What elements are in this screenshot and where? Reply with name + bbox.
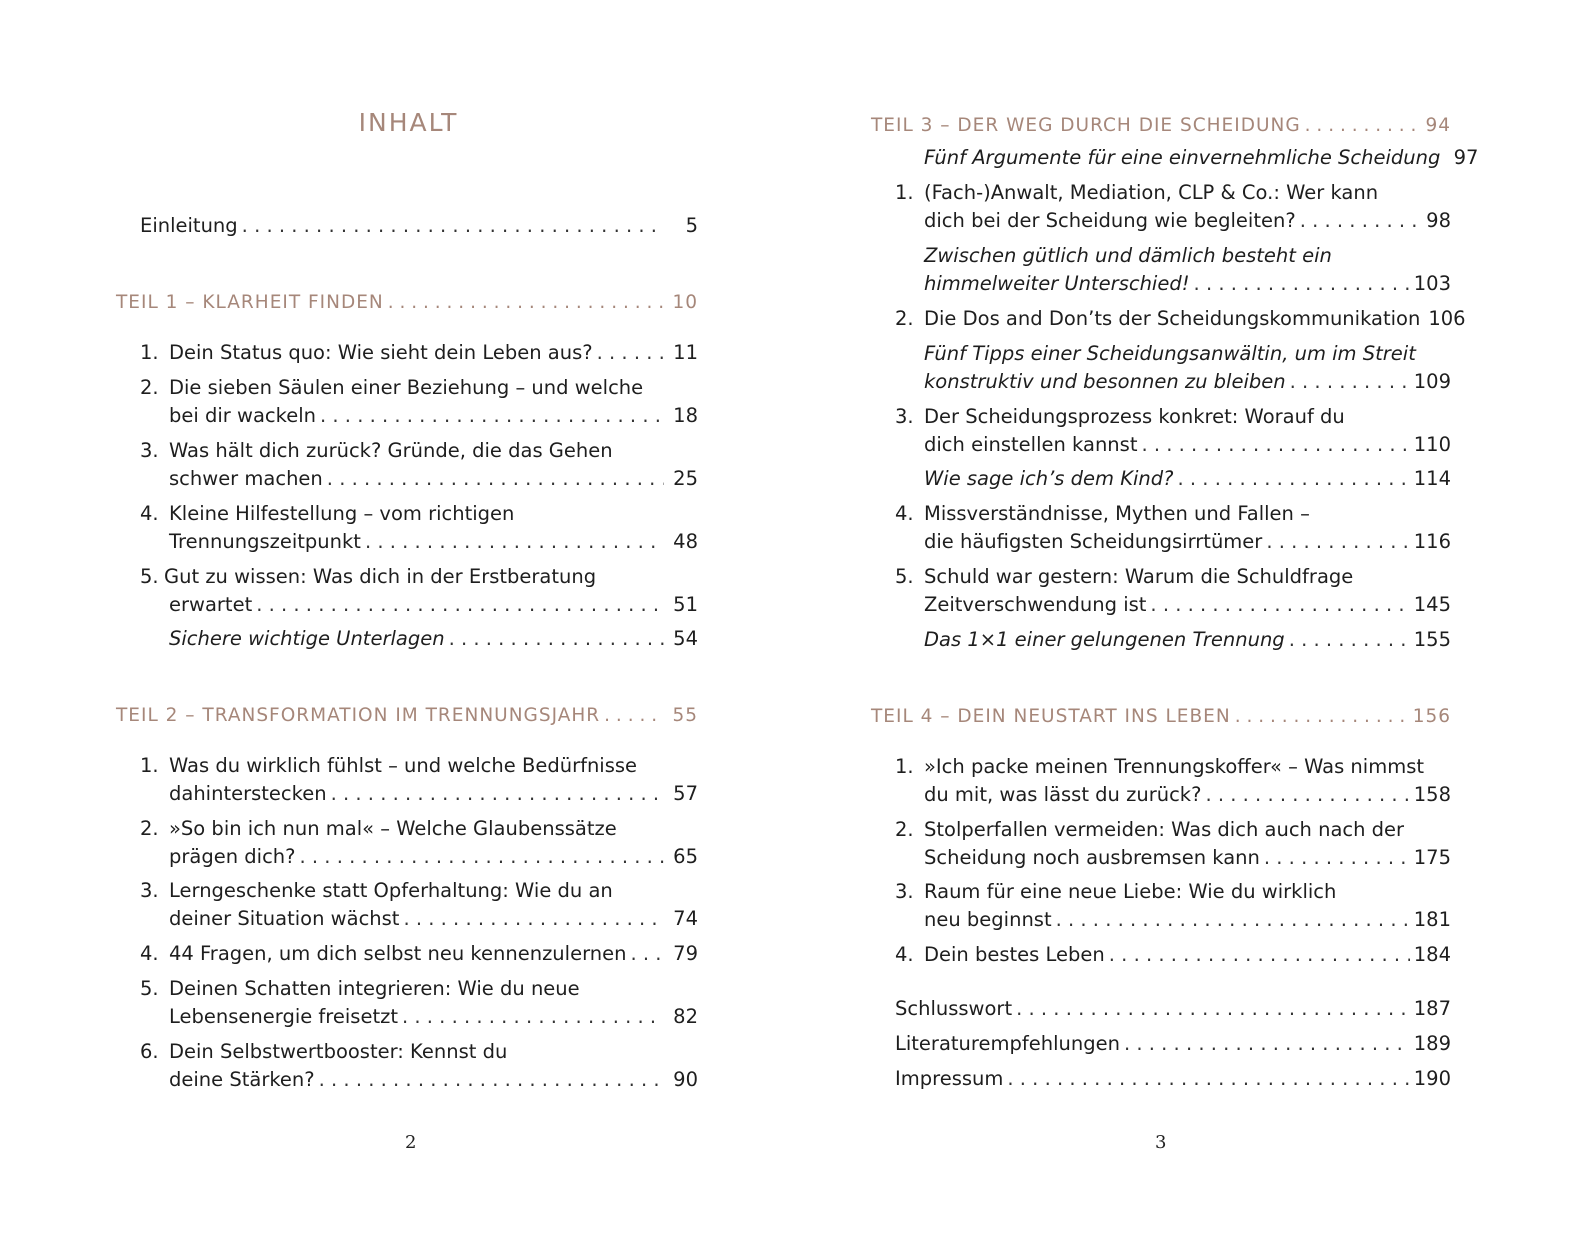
entry-label-line1: Stolperfallen vermeiden: Was dich auch nach der (924, 818, 1405, 841)
page-number: 187 (1413, 997, 1451, 1020)
leader-dots (1290, 368, 1410, 396)
leader-dots (1178, 465, 1410, 493)
leader-dots (449, 625, 664, 653)
entry-number: 1. (140, 754, 159, 777)
page-number: 90 (673, 1068, 698, 1091)
toc-entry-box[interactable] (895, 465, 1451, 493)
leader-dots (1289, 626, 1410, 654)
toc-entry[interactable] (895, 500, 1451, 556)
entry-number: 2. (140, 817, 159, 840)
page-number: 51 (673, 593, 698, 616)
entry-label-line2: erwartet (169, 593, 253, 616)
toc-entry[interactable] (895, 305, 1466, 333)
toc-entry[interactable] (140, 374, 698, 430)
leader-dots (1056, 906, 1410, 934)
page-number: 189 (1413, 1032, 1451, 1055)
entry-number: 3. (140, 879, 159, 902)
toc-entry[interactable] (895, 753, 1451, 809)
entry-number: 4. (895, 502, 914, 525)
entry-label: 44 Fragen, um dich selbst neu kennenzulernen (169, 942, 627, 965)
entry-number: 3. (895, 405, 914, 428)
entry-number: 1. (895, 181, 914, 204)
leader-dots (1264, 844, 1410, 872)
toc-entry-einleitung[interactable] (140, 212, 698, 240)
entry-label-line2: bei dir wackeln (169, 404, 316, 427)
entry-label-line1: (Fach-)Anwalt, Mediation, CLP & Co.: Wer kann (924, 181, 1379, 204)
entry-label-line1: Lerngeschenke statt Opferhaltung: Wie du an (169, 879, 613, 902)
entry-label-line2: die häufigsten Scheidungsirrtümer (924, 530, 1263, 553)
entry-label: Literaturempfehlungen (895, 1032, 1120, 1055)
toc-entry[interactable] (140, 975, 698, 1031)
toc-entry[interactable] (140, 940, 698, 968)
leader-dots (597, 339, 664, 367)
page-folio: 3 (1155, 1132, 1167, 1153)
entry-label-line2: Trennungszeitpunkt (169, 530, 361, 553)
leader-dots (1109, 941, 1410, 969)
entry-number: 5. (140, 977, 159, 1000)
entry-label-line1: Raum für eine neue Liebe: Wie du wirklich (924, 880, 1337, 903)
leader-dots (1194, 270, 1410, 298)
leader-dots (300, 843, 664, 871)
leader-dots (1205, 781, 1409, 809)
leader-dots (1150, 591, 1409, 619)
entry-label-line2: Scheidung noch ausbremsen kann (924, 846, 1260, 869)
toc-entry[interactable] (140, 752, 698, 808)
toc-entry-box[interactable] (895, 340, 1451, 396)
entry-label-line1: Zwischen gütlich und dämlich besteht ein (924, 244, 1332, 267)
entry-label-line2: prägen dich? (169, 845, 296, 868)
page-number: 181 (1413, 908, 1451, 931)
entry-label-line2: himmelweiter Unterschied! (924, 272, 1190, 295)
toc-entry[interactable] (140, 1038, 698, 1094)
toc-entry-literaturempfehlungen[interactable] (895, 1030, 1451, 1058)
page-number: 54 (673, 627, 698, 650)
section-heading-teil-2[interactable] (116, 702, 698, 730)
leader-dots (1305, 112, 1417, 140)
entry-number: 2. (895, 307, 914, 330)
page-number: 94 (1425, 115, 1451, 136)
toc-entry[interactable] (895, 941, 1451, 969)
entry-label-line1: Dein Selbstwertbooster: Kennst du (169, 1040, 508, 1063)
entry-label-line1: Schuld war gestern: Warum die Schuldfrage (924, 565, 1354, 588)
page-number: 156 (1412, 706, 1451, 727)
toc-entry[interactable] (140, 563, 698, 619)
leader-dots (1016, 995, 1410, 1023)
entry-number: 5. (895, 565, 914, 588)
entry-number: 3. (895, 880, 914, 903)
page-number: 10 (672, 292, 698, 313)
entry-label-line2: Zeitverschwendung ist (924, 593, 1147, 616)
entry-number: 1. (140, 341, 159, 364)
page-number: 106 (1428, 307, 1466, 330)
toc-title: INHALT (358, 108, 459, 137)
page-number: 109 (1413, 370, 1451, 393)
entry-label: Wie sage ich’s dem Kind? (924, 467, 1174, 490)
entry-label-line1: »So bin ich nun mal« – Welche Glaubenssätze (169, 817, 617, 840)
page-number: 145 (1413, 593, 1451, 616)
leader-dots (1007, 1065, 1409, 1093)
page-number: 175 (1413, 846, 1451, 869)
toc-entry-box[interactable] (140, 625, 698, 653)
toc-entry[interactable] (140, 500, 698, 556)
page-number: 110 (1413, 433, 1451, 456)
entry-label-line2: neu beginnst (924, 908, 1052, 931)
page-number: 25 (673, 467, 698, 490)
entry-label: Fünf Argumente für eine einvernehmliche Scheidung (924, 146, 1441, 169)
entry-label-line2: Lebensenergie freisetzt (169, 1005, 398, 1028)
page-number: 57 (673, 782, 698, 805)
page-number: 155 (1413, 628, 1451, 651)
toc-entry-box[interactable] (895, 144, 1479, 172)
page-number: 65 (673, 845, 698, 868)
entry-label-line2: schwer machen (169, 467, 323, 490)
leader-dots (388, 289, 664, 317)
section-title: TEIL 2 – TRANSFORMATION IM TRENNUNGSJAHR (116, 705, 601, 726)
entry-label-line2: konstruktiv und besonnen zu bleiben (924, 370, 1286, 393)
leader-dots (331, 780, 664, 808)
entry-label: Impressum (895, 1067, 1004, 1090)
right-page (797, 0, 1594, 1240)
entry-label-line1: Was hält dich zurück? Gründe, die das Gehen (169, 439, 613, 462)
page-number: 5 (685, 214, 698, 237)
section-heading-teil-1[interactable] (116, 289, 698, 317)
entry-label-line2: dich bei der Scheidung wie begleiten? (924, 209, 1296, 232)
section-title: TEIL 3 – DER WEG DURCH DIE SCHEIDUNG (871, 115, 1301, 136)
toc-entry[interactable] (895, 816, 1451, 872)
page-number: 190 (1413, 1067, 1451, 1090)
entry-label: Dein Status quo: Wie sieht dein Leben aus? (169, 341, 593, 364)
toc-entry[interactable] (140, 339, 698, 367)
entry-number: 2. (895, 818, 914, 841)
leader-dots (256, 591, 664, 619)
entry-label-line1: Was du wirklich fühlst – und welche Bedürfnisse (169, 754, 638, 777)
entry-number: 5. (140, 565, 159, 588)
entry-label-line1: Deinen Schatten integrieren: Wie du neue (169, 977, 580, 1000)
leader-dots (365, 528, 664, 556)
section-title: TEIL 1 – KLARHEIT FINDEN (116, 292, 384, 313)
entry-label-line1: »Ich packe meinen Trennungskoffer« – Was nimmst (924, 755, 1425, 778)
toc-entry-schlusswort[interactable] (895, 995, 1451, 1023)
entry-number: 2. (140, 376, 159, 399)
leader-dots (1266, 528, 1409, 556)
page-number: 114 (1413, 467, 1451, 490)
leader-dots (319, 1066, 664, 1094)
page-number: 82 (673, 1005, 698, 1028)
leader-dots (327, 465, 664, 493)
entry-label: Dein bestes Leben (924, 943, 1105, 966)
page-number: 74 (673, 907, 698, 930)
entry-number: 4. (895, 943, 914, 966)
entry-label: Sichere wichtige Unterlagen (169, 627, 445, 650)
entry-label-line2: dahinterstecken (169, 782, 327, 805)
entry-number: 4. (140, 502, 159, 525)
entry-label-line1: Kleine Hilfestellung – vom richtigen (169, 502, 515, 525)
entry-label-line2: deine Stärken? (169, 1068, 315, 1091)
section-heading-teil-3[interactable] (871, 112, 1451, 140)
leader-dots (1235, 703, 1409, 731)
page-folio: 2 (405, 1132, 417, 1153)
leader-dots (403, 905, 664, 933)
page-number: 158 (1413, 783, 1451, 806)
toc-entry[interactable] (140, 815, 698, 871)
entry-number: 6. (140, 1040, 159, 1063)
leader-dots (402, 1003, 664, 1031)
leader-dots (1124, 1030, 1410, 1058)
entry-label-line2: dich einstellen kannst (924, 433, 1138, 456)
leader-dots (604, 702, 664, 730)
page-number: 11 (673, 341, 698, 364)
section-title: TEIL 4 – DEIN NEUSTART INS LEBEN (871, 706, 1231, 727)
page-number: 48 (673, 530, 698, 553)
leader-dots (1141, 431, 1409, 459)
toc-entry[interactable] (140, 877, 698, 933)
page-number: 98 (1426, 209, 1451, 232)
toc-entry[interactable] (140, 437, 698, 493)
entry-label-line1: Missverständnisse, Mythen und Fallen – (924, 502, 1310, 525)
leader-dots (320, 402, 664, 430)
entry-number: 1. (895, 755, 914, 778)
page-number: 18 (673, 404, 698, 427)
entry-label-line2: deiner Situation wächst (169, 907, 400, 930)
entry-label-line2: du mit, was lässt du zurück? (924, 783, 1202, 806)
entry-label-line1: Fünf Tipps einer Scheidungsanwältin, um im Streit (924, 342, 1416, 365)
leader-dots (630, 940, 664, 968)
toc-entry-box[interactable] (895, 242, 1451, 298)
page-number: 103 (1413, 272, 1451, 295)
leader-dots (1300, 207, 1417, 235)
entry-number: 3. (140, 439, 159, 462)
entry-label: Schlusswort (895, 997, 1013, 1020)
page-number: 97 (1453, 146, 1479, 169)
toc-entry[interactable] (895, 563, 1451, 619)
toc-entry[interactable] (895, 403, 1451, 459)
section-heading-teil-4[interactable] (871, 703, 1451, 731)
toc-entry-impressum[interactable] (895, 1065, 1451, 1093)
leader-dots (242, 212, 664, 240)
entry-label-line1: Die sieben Säulen einer Beziehung – und welche (169, 376, 644, 399)
page-number: 116 (1413, 530, 1451, 553)
page-number: 79 (673, 942, 698, 965)
entry-label: Einleitung (140, 214, 238, 237)
page-number: 184 (1413, 943, 1451, 966)
entry-label: Das 1×1 einer gelungenen Trennung (924, 628, 1285, 651)
entry-label: Die Dos and Don’ts der Scheidungskommunikation (924, 307, 1421, 330)
entry-label-line1: Der Scheidungsprozess konkret: Worauf du (924, 405, 1345, 428)
toc-entry-box[interactable] (895, 626, 1451, 654)
toc-entry[interactable] (895, 878, 1451, 934)
toc-entry[interactable] (895, 179, 1451, 235)
page-number: 55 (672, 705, 698, 726)
entry-label-line1: Gut zu wissen: Was dich in der Erstberatung (164, 565, 597, 588)
entry-number: 4. (140, 942, 159, 965)
